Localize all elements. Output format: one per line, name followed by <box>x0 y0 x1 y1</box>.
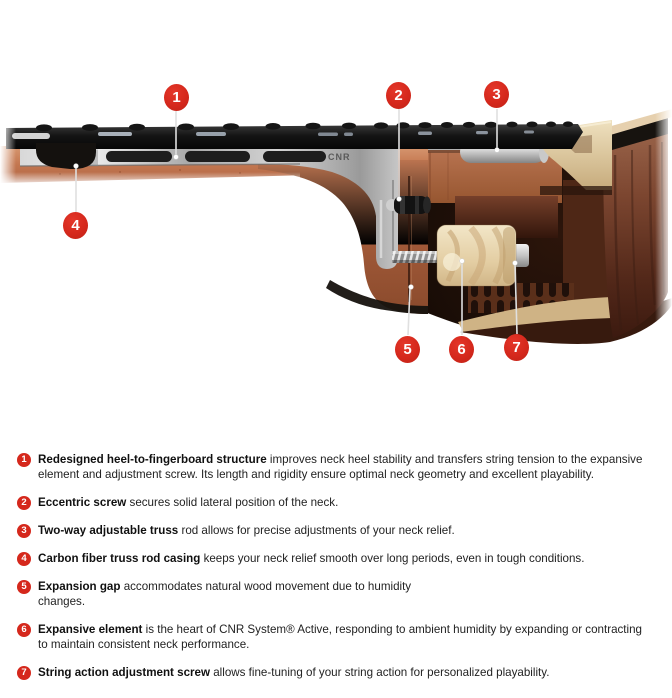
legend-text-5 <box>38 579 436 609</box>
legend-term-2: Eccentric screw <box>38 496 127 509</box>
legend-term-3: Two-way adjustable truss <box>38 524 179 537</box>
metal-engraving: CNR <box>328 152 351 162</box>
callout-7: 7 <box>504 334 529 361</box>
legend-item-1 <box>17 452 663 482</box>
legend-bullet-2: 2 <box>17 496 31 510</box>
legend-term-5: Expansion gap <box>38 580 121 593</box>
legend-bullet-3: 3 <box>17 524 31 538</box>
callout-1: 1 <box>164 84 189 111</box>
legend-desc-5: accommodates natural wood movement due to humidity changes. <box>38 580 412 608</box>
legend-text-7 <box>38 665 549 680</box>
legend-desc-2: secures solid lateral position of the neck. <box>126 496 339 509</box>
legend-term-4: Carbon fiber truss rod casing <box>38 552 201 565</box>
expansive-element <box>437 225 516 286</box>
legend-text-2 <box>38 495 338 510</box>
legend <box>17 452 663 693</box>
legend-bullet-1: 1 <box>17 453 31 467</box>
callout-4: 4 <box>63 212 88 239</box>
legend-text-6 <box>38 622 652 652</box>
legend-bullet-7: 7 <box>17 666 31 680</box>
legend-item-2 <box>17 495 663 510</box>
legend-text-4 <box>38 551 584 566</box>
callout-6: 6 <box>449 336 474 363</box>
callout-5: 5 <box>395 336 420 363</box>
legend-item-5 <box>17 579 663 609</box>
legend-text-1 <box>38 452 652 482</box>
callout-2: 2 <box>386 82 411 109</box>
legend-desc-3: rod allows for precise adjustments of your neck relief. <box>178 524 455 537</box>
legend-item-6 <box>17 622 663 652</box>
legend-term-7: String action adjustment screw <box>38 666 211 679</box>
legend-desc-6: is the heart of CNR System® Active, responding to ambient humidity by expanding or contracting to maintain consistent neck performance. <box>38 623 643 651</box>
legend-item-7 <box>17 665 663 680</box>
legend-desc-7: allows fine-tuning of your string action for personalized playability. <box>210 666 550 679</box>
legend-term-6: Expansive element <box>38 623 143 636</box>
legend-desc-4: keeps your neck relief smooth over long periods, even in tough conditions. <box>200 552 585 565</box>
legend-bullet-5: 5 <box>17 580 31 594</box>
callout-3: 3 <box>484 81 509 108</box>
legend-item-4 <box>17 551 663 566</box>
legend-item-3 <box>17 523 663 538</box>
legend-text-3 <box>38 523 455 538</box>
legend-term-1: Redesigned heel-to-fingerboard structure <box>38 453 267 466</box>
legend-desc-1: improves neck heel stability and transfers string tension to the expansive element and adjustment screw. Its length and rigidity ensure optimal neck geometry and excellent playability. <box>38 453 643 481</box>
legend-bullet-6: 6 <box>17 623 31 637</box>
legend-bullet-4: 4 <box>17 552 31 566</box>
